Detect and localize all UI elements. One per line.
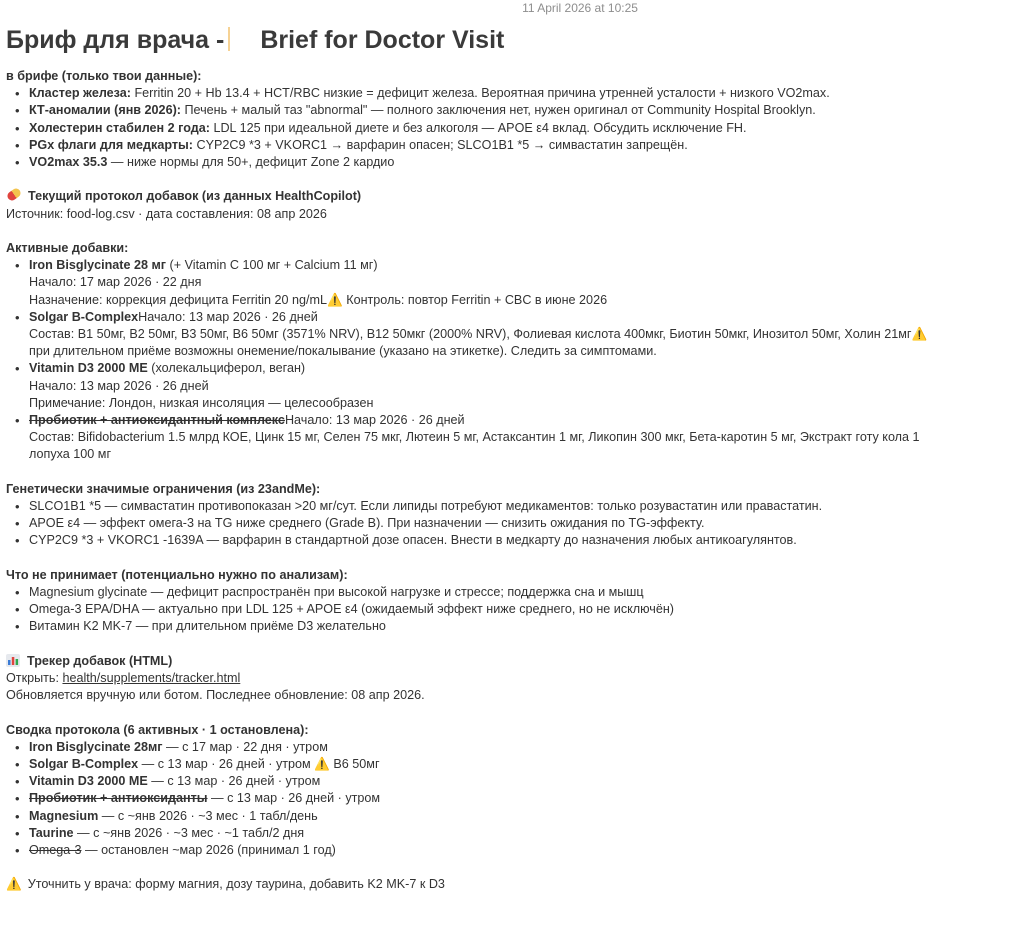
solgar-composition xyxy=(6,326,1024,343)
list-item xyxy=(6,825,1024,842)
active-list-2 xyxy=(6,309,1024,326)
title-ru: Бриф для врача - xyxy=(6,26,225,54)
summary-name: Iron Bisglycinate 28мг xyxy=(29,739,163,754)
summary-name: Solgar B-Complex xyxy=(29,757,139,772)
active-list-3 xyxy=(6,360,1024,377)
protocol-source: Источник: food-log.csv · дата составления: 08 апр 2026 xyxy=(6,206,327,221)
list-item xyxy=(6,756,1024,773)
summary-warn-text: B6 50мг xyxy=(329,757,380,772)
supplement-start: Начало: 13 мар 2026 · 26 дней xyxy=(138,309,318,324)
summary-text: — с ~янв 2026 · ~3 мес · ~1 табл/2 дня xyxy=(73,825,305,840)
tracker-heading xyxy=(6,653,1024,670)
not-taking-list xyxy=(6,584,1024,636)
summary-name: Taurine xyxy=(29,825,74,840)
summary-name: Omega-3 xyxy=(29,843,82,858)
note-body[interactable] xyxy=(6,24,1024,894)
summary-text: — с 13 мар · 26 дней · утром xyxy=(147,774,321,789)
list-item: • Magnesium glycinate — дефицит распространён при высокой нагрузке и стрессе; поддержка сна и мышц xyxy=(6,584,1024,601)
tracker-open xyxy=(6,670,1024,687)
summary-name: Vitamin D3 2000 МЕ xyxy=(29,774,148,789)
supplement-name: Пробиотик + антиоксидантный комплекс xyxy=(29,413,285,428)
list-item-iron xyxy=(6,257,1024,274)
list-item xyxy=(6,790,1024,807)
warning-icon: ⚠️ xyxy=(6,877,22,892)
iron-purpose xyxy=(6,292,1024,309)
summary-name: Пробиотик + антиоксиданты xyxy=(29,791,208,806)
summary-name: Magnesium xyxy=(29,808,99,823)
list-item: • CYP2C9 *3 + VKORC1 -1639A — варфарин в стандартной дозе опасен. Внести в медкарту до назначения любых антикоагулянтов. xyxy=(6,532,1024,549)
warning-icon: ⚠️ xyxy=(911,327,928,342)
list-item xyxy=(6,137,1024,154)
item-text: Ferritin 20 + Hb 13.4 + HCT/RBC низкие = дефицит железа. Вероятная причина утренней усталости + низкого VO2max. xyxy=(130,86,830,101)
bar-chart-icon xyxy=(6,654,20,667)
list-item: • SLCO1B1 *5 — симвастатин противопоказан >20 мг/сут. Если липиды потребуют медикаментов: только розувастатин или правастатин. xyxy=(6,498,1024,515)
list-item xyxy=(6,773,1024,790)
list-item xyxy=(6,120,1024,137)
tracker-open-label: Открыть: xyxy=(6,671,63,686)
item-label: PGx флаги для медкарты: xyxy=(29,137,194,152)
footer-text: Уточнить у врача: форму магния, дозу таурина, добавить K2 MK-7 к D3 xyxy=(27,877,445,892)
list-item-probiotic xyxy=(6,412,1024,429)
active-heading: Активные добавки: xyxy=(6,241,129,255)
list-item xyxy=(6,102,1024,119)
active-list-4 xyxy=(6,412,1024,429)
text-cursor xyxy=(228,27,230,51)
tracker-link[interactable]: health/supplements/tracker.html xyxy=(62,671,241,686)
not-taking-heading: Что не принимает (потенциально нужно по анализам): xyxy=(6,567,348,582)
list-item: • APOE ε4 — эффект омега-3 на TG ниже среднего (Grade B). При назначении — снизить ожидания по TG-эффекту. xyxy=(6,515,1024,532)
list-item-d3 xyxy=(6,360,1024,377)
solgar-composition-text: Состав: B1 50мг, B2 50мг, B3 50мг, B6 50мг (3571% NRV), B12 50мкг (2000% NRV), Фолиевая кислота 400мкг, Биотин 50мкг, Инозитол 50мг, Холин 21мг xyxy=(29,327,912,342)
supplement-extra: (холекальциферол, веган) xyxy=(147,361,306,376)
list-item xyxy=(6,154,1024,171)
item-text: — ниже нормы для 50+, дефицит Zone 2 кардио xyxy=(107,155,395,170)
page-title xyxy=(6,24,1024,56)
supplement-name: Iron Bisglycinate 28 мг xyxy=(29,258,167,273)
iron-purpose-text: Назначение: коррекция дефицита Ferritin 20 ng/mL xyxy=(29,292,328,307)
warning-icon: ⚠️ xyxy=(314,757,330,772)
active-list xyxy=(6,257,1024,274)
summary-text: — с 13 мар · 26 дней · утром xyxy=(207,791,381,806)
list-item xyxy=(6,739,1024,756)
d3-start: Начало: 13 мар 2026 · 26 дней xyxy=(29,378,209,393)
list-item: • Omega-3 EPA/DHA — актуально при LDL 125 + APOE ε4 (ожидаемый эффект ниже среднего, но не исключён) xyxy=(6,601,1024,618)
item-label: Холестерин стабилен 2 года: xyxy=(29,120,210,135)
item-text: CYP2C9 *3 + VKORC1 → варфарин опасен; SLCO1B1 *5 → симвастатин запрещён. xyxy=(193,137,688,152)
iron-start: Начало: 17 мар 2026 · 22 дня xyxy=(29,275,202,290)
genetic-list xyxy=(6,498,1024,550)
list-item-solgar xyxy=(6,309,1024,326)
timestamp: 11 April 2026 at 10:25 xyxy=(522,1,638,15)
item-text: LDL 125 при идеальной диете и без алкоголя — APOE ε4 вклад. Обсудить исключение FH. xyxy=(209,120,747,135)
supplement-name: Solgar B-Complex xyxy=(29,309,139,324)
brief-heading: в брифе (только твои данные): xyxy=(6,69,202,83)
protocol-heading xyxy=(6,188,1024,205)
iron-control-text: Контроль: повтор Ferritin + CBC в июне 2026 xyxy=(342,292,608,307)
probiotic-composition: Состав: Bifidobacterium 1.5 млрд КОЕ, Цинк 15 мг, Селен 75 мкг, Лютеин 5 мг, Астаксантин 1 мг, Ликопин 300 мкг, Бета-каротин 5 мг, Экстракт готу кола 1 xyxy=(29,430,920,445)
title-en: Brief for Doctor Visit xyxy=(260,26,505,54)
list-item: • Витамин K2 MK-7 — при длительном приёме D3 желательно xyxy=(6,618,1024,635)
item-text: Печень + малый таз "abnormal" — полного заключения нет, нужен оригинал от Community Hospital Brooklyn. xyxy=(180,103,816,118)
summary-list xyxy=(6,739,1024,859)
genetic-heading: Генетически значимые ограничения (из 23andMe): xyxy=(6,481,321,496)
supplement-name: Vitamin D3 2000 МЕ xyxy=(29,361,148,376)
item-label: Кластер железа: xyxy=(29,86,131,101)
tracker-heading-text: Трекер добавок (HTML) xyxy=(27,653,173,668)
footer-note xyxy=(6,876,1024,893)
probiotic-composition-cont: лопуха 100 мг xyxy=(29,447,112,462)
supplement-extra: (+ Vitamin C 100 мг + Calcium 11 мг) xyxy=(166,258,378,273)
summary-text: — с 17 мар · 22 дня · утром xyxy=(162,739,328,754)
item-label: КТ-аномалии (янв 2026): xyxy=(29,103,181,118)
summary-text: — с ~янв 2026 · ~3 мес · 1 табл/день xyxy=(98,808,318,823)
supplement-start: Начало: 13 мар 2026 · 26 дней xyxy=(284,413,465,428)
warning-icon: ⚠️ xyxy=(327,292,343,307)
list-item xyxy=(6,85,1024,102)
protocol-heading-text: Текущий протокол добавок (из данных HealthCopilot) xyxy=(28,189,362,204)
solgar-note: при длительном приёме возможны онемение/покалывание (указано на этикетке). Следить за симптомами. xyxy=(29,344,657,359)
summary-text: — с 13 мар · 26 дней · утром xyxy=(138,757,315,772)
list-item xyxy=(6,842,1024,859)
pill-icon xyxy=(6,187,23,202)
item-label: VO2max 35.3 xyxy=(29,155,108,170)
summary-text: — остановлен ~мар 2026 (принимал 1 год) xyxy=(81,843,336,858)
summary-heading: Сводка протокола (6 активных · 1 остановлена): xyxy=(6,722,309,737)
list-item xyxy=(6,808,1024,825)
tracker-updated: Обновляется вручную или ботом. Последнее обновление: 08 апр 2026. xyxy=(6,688,425,703)
d3-note: Примечание: Лондон, низкая инсоляция — целесообразен xyxy=(29,395,374,410)
brief-list xyxy=(6,85,1024,171)
